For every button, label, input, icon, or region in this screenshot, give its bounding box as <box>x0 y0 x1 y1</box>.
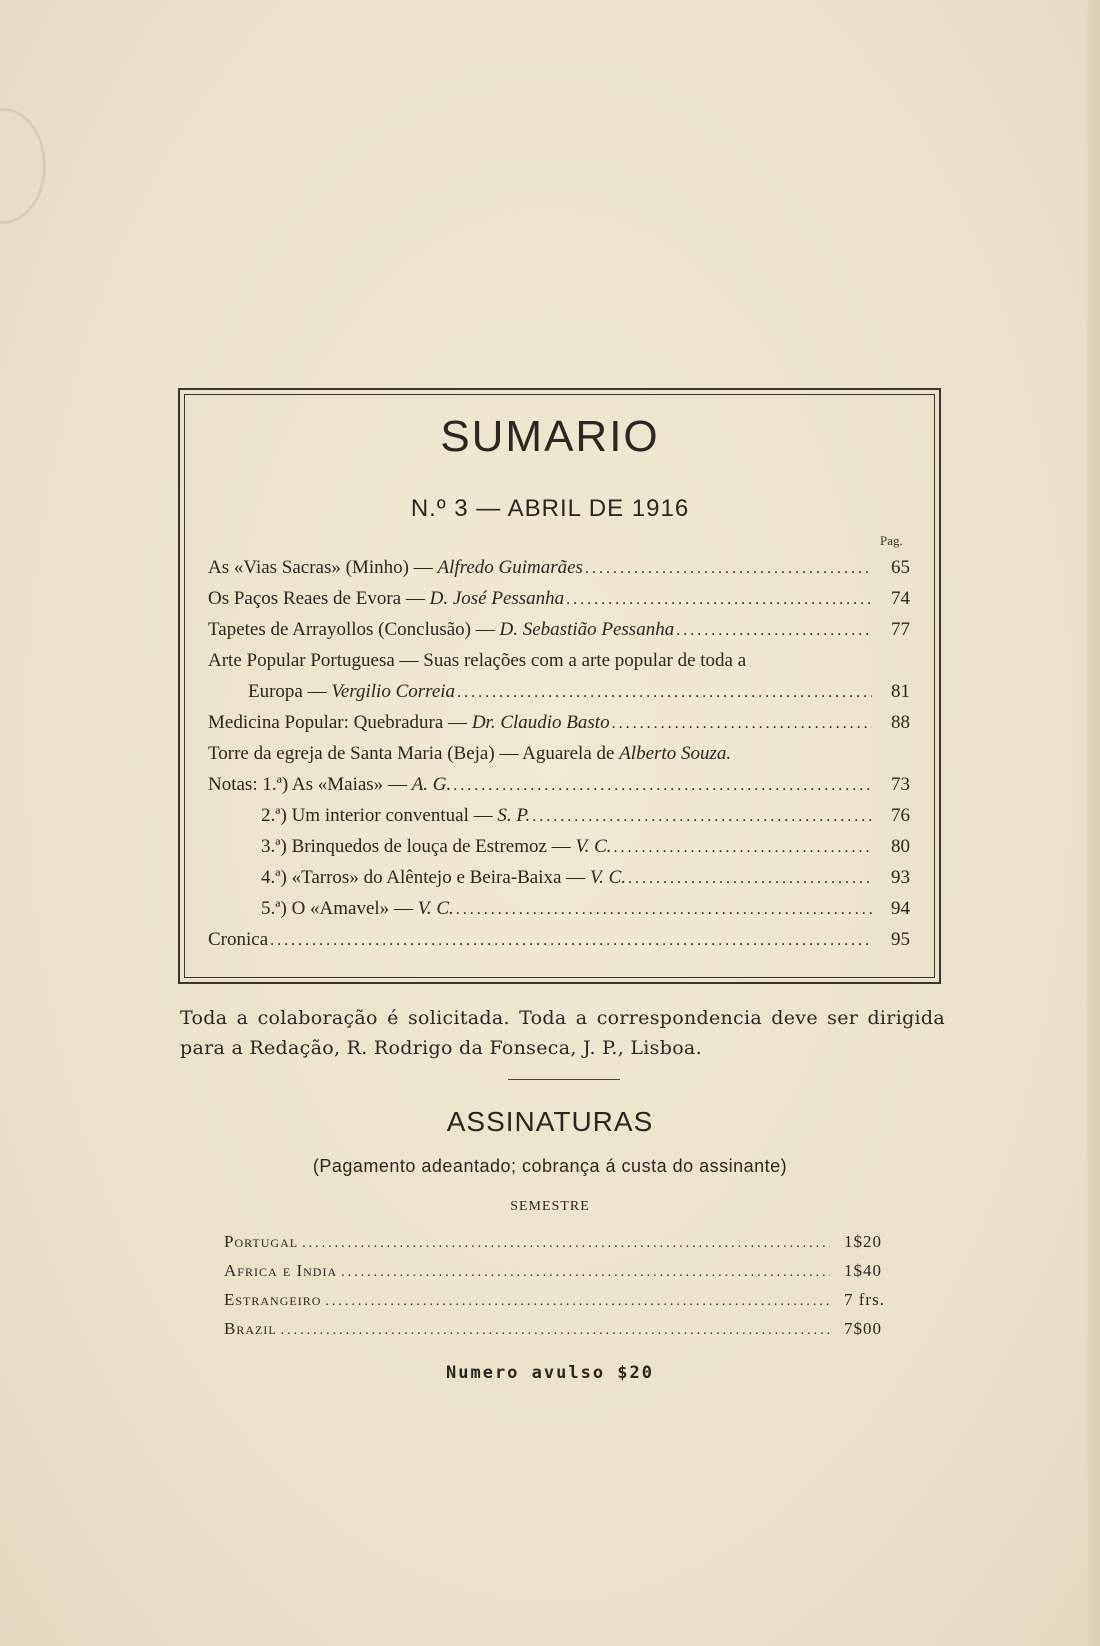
toc-entry-author: V. C. <box>589 867 627 888</box>
toc-entry <box>208 771 910 799</box>
toc-entry <box>208 554 910 582</box>
price-value: 1$20 <box>844 1232 882 1251</box>
toc-entry-page: 93 <box>891 867 910 888</box>
price-row <box>224 1228 904 1256</box>
toc-entry-author: D. José Pessanha <box>429 588 565 609</box>
dot-leader <box>628 865 872 893</box>
toc-entry-title: As «Vias Sacras» (Minho) — Alfredo Guimarães <box>208 557 583 578</box>
toc-entry <box>261 864 910 892</box>
toc-entry-page: 80 <box>891 836 910 857</box>
toc-entry-title: Os Paços Reaes de Evora — D. José Pessanha <box>208 588 565 609</box>
toc-entry <box>248 678 910 706</box>
toc-entry-title: Medicina Popular: Quebradura — Dr. Claudio Basto <box>208 712 610 733</box>
price-region: Portugal <box>224 1232 299 1251</box>
page-column-label: Pag. <box>880 533 903 548</box>
toc-entry-title: Europa — Vergilio Correia <box>248 681 456 702</box>
toc-entry-page: 73 <box>891 774 910 795</box>
dot-leader <box>456 896 872 924</box>
divider <box>508 1079 620 1080</box>
dot-leader <box>612 710 872 738</box>
dot-leader <box>566 586 872 614</box>
price-value: 7 frs. <box>844 1290 885 1309</box>
toc-entry-author: Dr. Claudio Basto <box>471 712 610 733</box>
dot-leader <box>325 1288 830 1316</box>
toc-entry-author: Alfredo Guimarães <box>437 557 583 578</box>
dot-leader <box>532 803 872 831</box>
price-region: Brazil <box>224 1319 277 1338</box>
toc-entry <box>208 647 910 675</box>
toc-entry-title: 5.ª) O «Amavel» — V. C. <box>261 898 454 919</box>
toc-entry-page: 76 <box>891 805 910 826</box>
toc-entry-title: 4.ª) «Tarros» do Alêntejo e Beira-Baixa — V. C. <box>261 867 627 888</box>
toc-entry <box>261 802 910 830</box>
toc-entry <box>208 709 910 737</box>
dot-leader <box>453 772 872 800</box>
toc-entry <box>208 740 910 768</box>
dot-leader <box>281 1317 830 1345</box>
dot-leader <box>341 1259 830 1287</box>
dot-leader <box>676 617 872 645</box>
dot-leader <box>585 555 872 583</box>
toc-entry-author: Alberto Souza. <box>619 743 732 764</box>
toc-entry-page: 81 <box>891 681 910 702</box>
toc-entry-page: 65 <box>891 557 910 578</box>
summary-title: SUMARIO <box>440 412 660 461</box>
price-row <box>224 1257 904 1285</box>
toc-entry-author: Vergilio Correia <box>331 681 456 702</box>
toc-entry-title: Notas: 1.ª) As «Maias» — A. G. <box>208 774 452 795</box>
toc-entry <box>261 833 910 861</box>
toc-entry <box>208 926 910 954</box>
toc-entry-author: D. Sebastião Pessanha <box>499 619 675 640</box>
toc-entry-page: 88 <box>891 712 910 733</box>
toc-entry-page: 77 <box>891 619 910 640</box>
single-issue-price: Numero avulso $20 <box>446 1363 654 1383</box>
toc-entry-page: 74 <box>891 588 910 609</box>
toc-entry <box>261 895 910 923</box>
toc-entry-title: 3.ª) Brinquedos de louça de Estremoz — V. C. <box>261 836 612 857</box>
dot-leader <box>302 1230 830 1258</box>
price-row <box>224 1286 904 1314</box>
dot-leader <box>457 679 872 707</box>
subscriptions-period: SEMESTRE <box>510 1199 590 1214</box>
toc-entry-author: A. G. <box>411 774 452 795</box>
toc-entry-page: 95 <box>891 929 910 950</box>
subscriptions-title: ASSINATURAS <box>446 1106 654 1137</box>
toc-entry-title: Tapetes de Arrayollos (Conclusão) — D. Sebastião Pessanha <box>208 619 675 640</box>
toc-entry-author: S. P. <box>497 805 531 826</box>
page-edge <box>1086 0 1100 1646</box>
dot-leader <box>614 834 872 862</box>
toc-entry-title: Cronica <box>208 929 269 950</box>
toc-entry-title: Torre da egreja de Santa Maria (Beja) — Aguarela de Alberto Souza. <box>208 743 732 764</box>
toc-entry <box>208 585 910 613</box>
collaboration-note: Toda a colaboração é solicitada. Toda a correspondencia deve ser dirigida para a Redação, R. Rodrigo da Fonseca, J. P., Lisboa. <box>180 1007 945 1059</box>
dot-leader <box>270 927 872 955</box>
price-value: 1$40 <box>844 1261 882 1280</box>
price-row <box>224 1315 904 1343</box>
toc-entry-page: 94 <box>891 898 910 919</box>
subscriptions-note: (Pagamento adeantado; cobrança á custa do assinante) <box>312 1156 788 1176</box>
price-value: 7$00 <box>844 1319 882 1338</box>
price-region: Africa e India <box>224 1261 338 1280</box>
toc-entry-title: 2.ª) Um interior conventual — S. P. <box>261 805 531 826</box>
toc-entry-author: V. C. <box>417 898 454 919</box>
toc-entry <box>208 616 910 644</box>
issue-line: N.º 3 — ABRIL DE 1916 <box>410 495 690 522</box>
price-region: Estrangeiro <box>224 1290 322 1309</box>
toc-entry-author: V. C. <box>575 836 612 857</box>
toc-entry-title: Arte Popular Portuguesa — Suas relações com a arte popular de toda a <box>208 650 747 671</box>
